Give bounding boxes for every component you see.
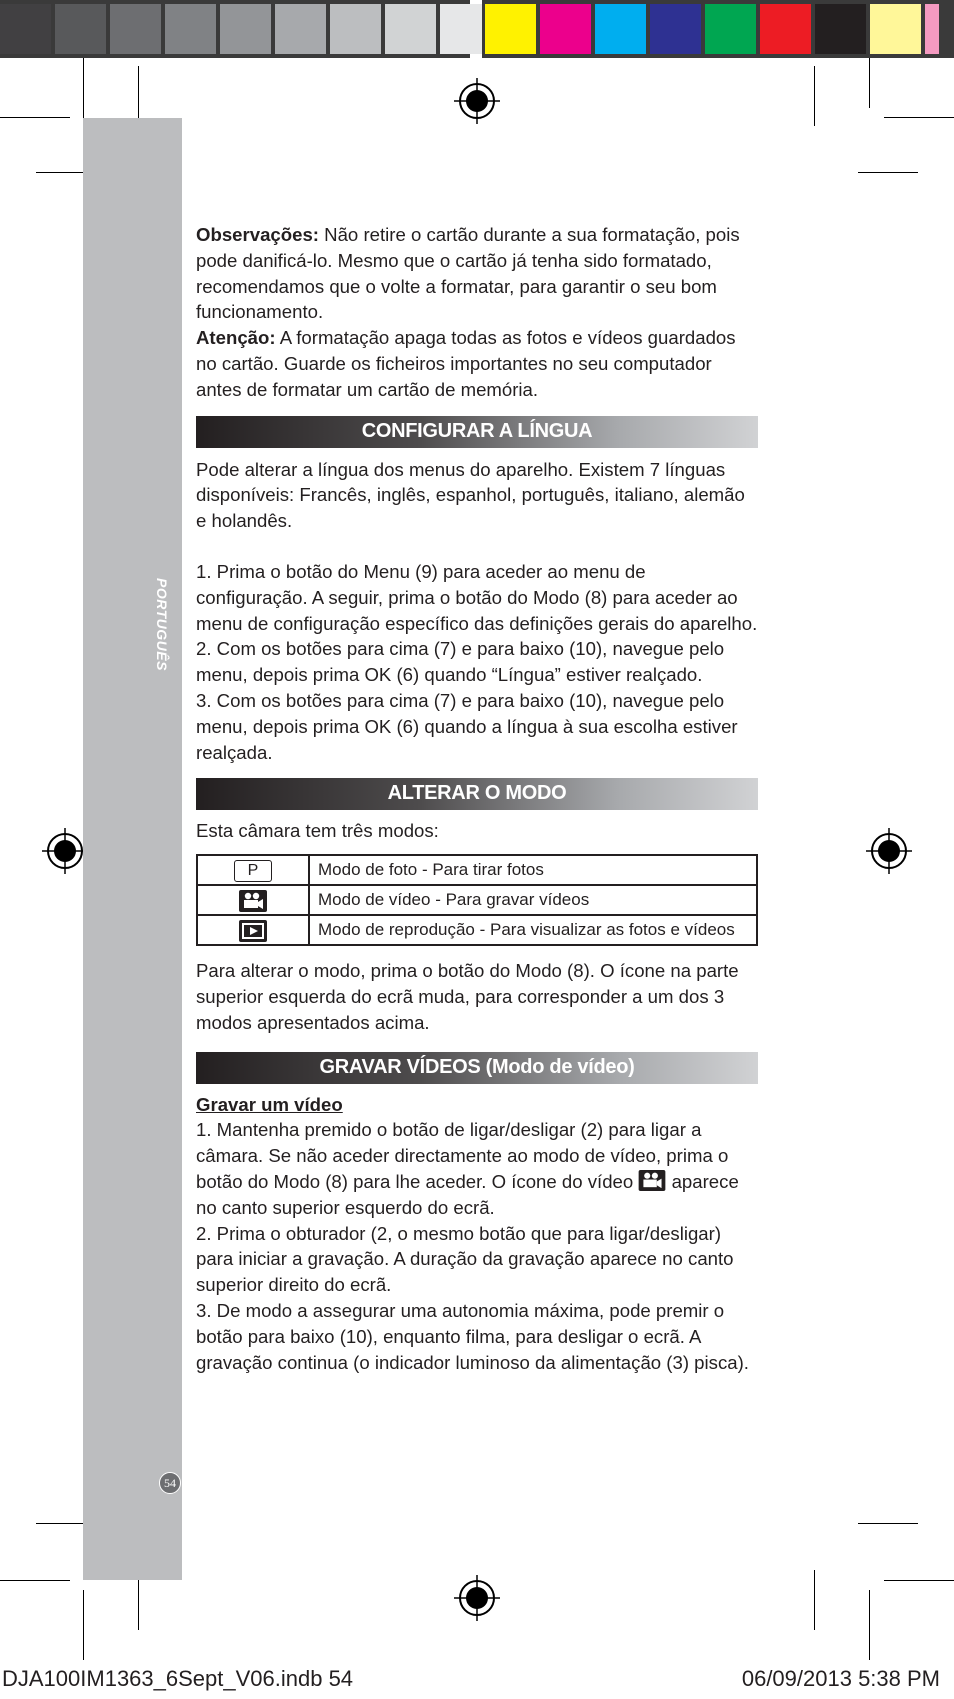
- language-intro: Pode alterar a língua dos menus do aparelho. Existem 7 línguas disponíveis: Francês, inglês, espanhol, português, italiano, alemão e holandês.: [196, 458, 745, 532]
- color-swatch: [385, 4, 436, 54]
- language-step-3: 3. Com os botões para cima (7) e para baixo (10), navegue pelo menu, depois prima OK (6) quando a língua à sua escolha estiver realçada.: [196, 689, 738, 763]
- crop-mark: [814, 1570, 815, 1630]
- color-swatch: [55, 4, 106, 54]
- page-sidebar: [83, 118, 182, 1580]
- notes-label: Observações:: [196, 224, 319, 245]
- crop-mark: [858, 1523, 918, 1524]
- crop-mark: [0, 117, 70, 118]
- registration-mark-icon: [866, 828, 912, 874]
- warning-text: A formatação apaga todas as fotos e vídeos guardados no cartão. Guarde os ficheiros importantes no seu computador antes de formatar um cartão de memória.: [196, 327, 736, 400]
- mode-label: Modo de foto - Para tirar fotos: [309, 855, 757, 885]
- playback-icon: [239, 920, 267, 942]
- color-swatch: [650, 4, 701, 54]
- color-swatch: [275, 4, 326, 54]
- video-camera-icon: [638, 1170, 666, 1191]
- notes-text: Não retire o cartão durante a sua formatação, pois pode danificá-lo. Mesmo que o cartão já tenha sido formatado, recomendamos que o volte a formatar, para garantir o seu bom funcionamento.: [196, 224, 740, 323]
- warning-label: Atenção:: [196, 327, 276, 349]
- color-swatch: [540, 4, 591, 54]
- modes-table: [196, 854, 758, 946]
- crop-mark: [884, 117, 954, 118]
- crop-mark: [869, 1590, 870, 1660]
- grayscale-color-bar: [0, 0, 470, 58]
- warning-paragraph: [196, 325, 758, 402]
- crop-mark: [858, 172, 918, 173]
- video-step-2: 2. Prima o obturador (2, o mesmo botão que para ligar/desligar) para iniciar a gravação. A duração da gravação aparece no canto superior direito do ecrã.: [196, 1222, 734, 1296]
- table-row: [197, 855, 757, 885]
- section-heading-mode: ALTERAR O MODO: [196, 778, 758, 810]
- mode-outro: Para alterar o modo, prima o botão do Modo (8). O ícone na parte superior esquerda do ecrã muda, para corresponder a um dos 3 modos apresentados acima.: [196, 960, 739, 1033]
- crop-mark: [83, 1590, 84, 1660]
- crop-mark: [884, 1580, 954, 1581]
- page-number: 54: [159, 1472, 181, 1494]
- color-swatch: [330, 4, 381, 54]
- language-side-label: PORTUGUÊS: [154, 578, 170, 671]
- color-swatch: [595, 4, 646, 54]
- crop-mark: [869, 58, 870, 108]
- color-swatch: [0, 4, 51, 54]
- photo-mode-icon: P: [234, 860, 272, 882]
- video-step-3: 3. De modo a assegurar uma autonomia máxima, pode premir o botão para baixo (10), enquanto filma, para desligar o ecrã. A gravação continua (o indicador luminoso da alimentação (3) pisca).: [196, 1299, 749, 1373]
- video-step-1: 1. Mantenha premido o botão de ligar/desligar (2) para ligar a câmara. Se não aceder directamente ao modo de vídeo, prima o botão do Modo (8) para lhe aceder. O ícone do vídeo aparece no canto superior esquerdo do ecrã.: [196, 1119, 739, 1218]
- video-subheading: Gravar um vídeo: [196, 1093, 343, 1115]
- registration-mark-icon: [454, 1575, 500, 1621]
- color-swatch: [705, 4, 756, 54]
- table-row: [197, 915, 757, 945]
- table-row: [197, 885, 757, 915]
- section-heading-language: CONFIGURAR A LÍNGUA: [196, 416, 758, 448]
- mode-label: Modo de reprodução - Para visualizar as fotos e vídeos: [309, 915, 757, 945]
- color-swatch: [760, 4, 811, 54]
- footer-datetime: 06/09/2013 5:38 PM: [741, 1666, 940, 1691]
- mode-intro: Esta câmara tem três modos:: [196, 820, 439, 842]
- mode-label: Modo de vídeo - Para gravar vídeos: [309, 885, 757, 915]
- language-step-1: 1. Prima o botão do Menu (9) para aceder ao menu de configuração. A seguir, prima o botão do Modo (8) para aceder ao menu de configuração específico das definições gerais do aparelho.: [196, 560, 758, 634]
- color-swatch: [220, 4, 271, 54]
- color-swatch: [870, 4, 921, 54]
- cmyk-color-bar: [482, 0, 954, 58]
- video-camera-icon: [239, 890, 267, 912]
- crop-mark: [138, 66, 139, 126]
- crop-mark: [814, 66, 815, 126]
- registration-mark-icon: [42, 828, 88, 874]
- color-swatch: [815, 4, 866, 54]
- section-heading-video: GRAVAR VÍDEOS (Modo de vídeo): [196, 1052, 758, 1084]
- page-content: [196, 222, 758, 1375]
- color-swatch: [925, 4, 939, 54]
- color-swatch: [165, 4, 216, 54]
- registration-mark-icon: [454, 78, 500, 124]
- notes-paragraph: [196, 222, 758, 325]
- footer-filename: DJA100IM1363_6Sept_V06.indb 54: [2, 1666, 354, 1691]
- crop-mark: [0, 1580, 70, 1581]
- language-step-2: 2. Com os botões para cima (7) e para baixo (10), navegue pelo menu, depois prima OK (6) quando “Língua” estiver realçado.: [196, 638, 725, 686]
- color-swatch: [110, 4, 161, 54]
- color-swatch: [485, 4, 536, 54]
- crop-mark: [83, 58, 84, 118]
